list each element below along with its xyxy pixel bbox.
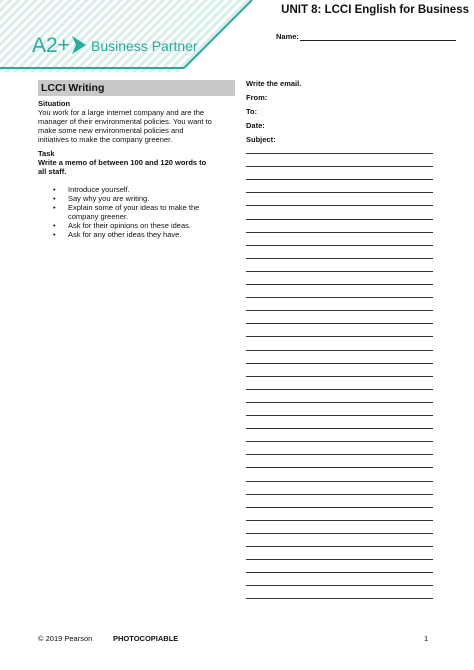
writing-line[interactable] bbox=[246, 166, 433, 167]
writing-line[interactable] bbox=[246, 441, 433, 442]
writing-line[interactable] bbox=[246, 284, 433, 285]
unit-title: UNIT 8: LCCI English for Business bbox=[281, 4, 469, 16]
writing-line[interactable] bbox=[246, 559, 433, 560]
from-label: From: bbox=[246, 93, 268, 102]
writing-line[interactable] bbox=[246, 533, 433, 534]
writing-line[interactable] bbox=[246, 402, 433, 403]
writing-line[interactable] bbox=[246, 507, 433, 508]
writing-line[interactable] bbox=[246, 572, 433, 573]
writing-line[interactable] bbox=[246, 271, 433, 272]
name-field[interactable] bbox=[276, 32, 456, 41]
writing-line[interactable] bbox=[246, 428, 433, 429]
task-line: Write a memo of between 100 and 120 words to bbox=[38, 158, 207, 167]
writing-line[interactable] bbox=[246, 389, 433, 390]
writing-line[interactable] bbox=[246, 297, 433, 298]
writing-line[interactable] bbox=[246, 546, 433, 547]
writing-line[interactable] bbox=[246, 153, 433, 154]
subject-label: Subject: bbox=[246, 135, 276, 144]
situation-line: You work for a large internet company and are the bbox=[38, 108, 205, 117]
bullet-item: • Introduce yourself. bbox=[68, 185, 235, 194]
email-form bbox=[246, 79, 436, 149]
writing-line[interactable] bbox=[246, 415, 433, 416]
to-label: To: bbox=[246, 107, 258, 116]
writing-line[interactable] bbox=[246, 219, 433, 220]
page-number: 1 bbox=[424, 634, 429, 643]
writing-line[interactable] bbox=[246, 598, 433, 599]
writing-line[interactable] bbox=[246, 350, 433, 351]
writing-line[interactable] bbox=[246, 310, 433, 311]
situation-heading: Situation bbox=[38, 99, 71, 108]
task-text bbox=[38, 158, 235, 176]
logo-level-text: A2+ bbox=[32, 34, 70, 57]
task-line: all staff. bbox=[38, 167, 67, 176]
situation-line: initiatives to make the company greener. bbox=[38, 135, 173, 144]
writing-line[interactable] bbox=[246, 232, 433, 233]
name-line[interactable] bbox=[300, 32, 456, 41]
write-instruction: Write the email. bbox=[246, 79, 302, 88]
writing-line[interactable] bbox=[246, 323, 433, 324]
writing-line[interactable] bbox=[246, 179, 433, 180]
writing-line[interactable] bbox=[246, 336, 433, 337]
situation-line: make some new environmental policies and bbox=[38, 126, 184, 135]
writing-line[interactable] bbox=[246, 520, 433, 521]
bullet-item: • Say why you are writing. bbox=[68, 194, 235, 203]
date-label: Date: bbox=[246, 121, 265, 130]
name-label: Name: bbox=[276, 32, 299, 41]
writing-line[interactable] bbox=[246, 192, 433, 193]
a2-plus-business-partner-logo bbox=[0, 0, 258, 72]
section-title: LCCI Writing bbox=[38, 80, 235, 96]
writing-line[interactable] bbox=[246, 205, 433, 206]
writing-line[interactable] bbox=[246, 585, 433, 586]
task-heading: Task bbox=[38, 149, 55, 158]
writing-line[interactable] bbox=[246, 363, 433, 364]
task-bullet-list bbox=[38, 185, 235, 239]
writing-line[interactable] bbox=[246, 258, 433, 259]
writing-line[interactable] bbox=[246, 245, 433, 246]
writing-line[interactable] bbox=[246, 467, 433, 468]
writing-line[interactable] bbox=[246, 376, 433, 377]
bullet-item: • Ask for their opinions on these ideas. bbox=[68, 221, 235, 230]
copyright-text: © 2019 Pearson bbox=[38, 634, 93, 643]
bullet-item: • Ask for any other ideas they have. bbox=[68, 230, 235, 239]
photocopiable-label: PHOTOCOPIABLE bbox=[113, 634, 179, 643]
task-column bbox=[38, 80, 235, 239]
writing-line[interactable] bbox=[246, 494, 433, 495]
situation-line: manager of their environmental policies. You want to bbox=[38, 117, 212, 126]
writing-line[interactable] bbox=[246, 481, 433, 482]
writing-line[interactable] bbox=[246, 454, 433, 455]
bullet-item: • Explain some of your ideas to make the company greener. bbox=[68, 203, 235, 221]
logo-series-text: Business Partner bbox=[91, 38, 198, 54]
situation-text bbox=[38, 108, 235, 144]
